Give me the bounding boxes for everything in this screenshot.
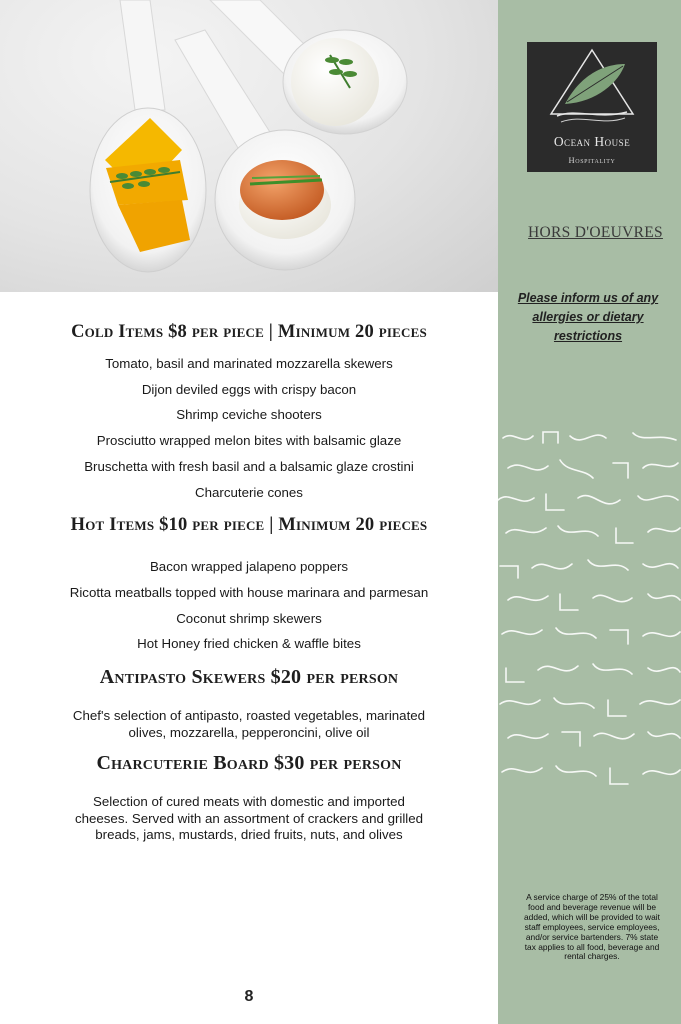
antipasto-heading: Antipasto Skewers $20 per person <box>99 666 399 688</box>
menu-item: Coconut shrimp skewers <box>176 611 322 626</box>
page-number: 8 <box>244 988 254 1005</box>
menu-item: Hot Honey fried chicken & waffle bites <box>137 636 361 651</box>
wave-pattern <box>498 428 681 808</box>
company-logo <box>527 42 657 172</box>
menu-item: Tomato, basil and marinated mozzarella skewers <box>105 356 393 371</box>
logo-name: Ocean House <box>553 134 631 149</box>
hot-items-heading: Hot Items $10 per piece | Minimum 20 pieces <box>70 515 428 535</box>
food-photo <box>0 0 498 292</box>
logo-subtitle: Hospitality <box>568 155 616 165</box>
menu-item: Shrimp ceviche shooters <box>176 407 322 422</box>
service-charge-note: A service charge of 25% of the total food and beverage revenue will be added, which will be provided to wait staff employees, service employees, and/or service bartenders. 7% state tax applies to all food, beverage and rental charges. <box>524 892 660 962</box>
menu-item: Prosciutto wrapped melon bites with balsamic glaze <box>96 433 402 448</box>
cold-items-heading: Cold Items $8 per piece | Minimum 20 pieces <box>71 322 427 342</box>
menu-item: Dijon deviled eggs with crispy bacon <box>141 382 357 397</box>
antipasto-description: Chef's selection of antipasto, roasted vegetables, marinated olives, mozzarella, pepperoncini, olive oil <box>72 708 426 740</box>
menu-item: Bacon wrapped jalapeno poppers <box>149 559 349 574</box>
sidebar <box>498 0 681 1024</box>
menu-item: Ricotta meatballs topped with house marinara and parmesan <box>69 585 429 600</box>
charcuterie-description: Selection of cured meats with domestic and imported cheeses. Served with an assortment of crackers and grilled breads, jams, mustards, dried fruits, nuts, and olives <box>74 794 424 842</box>
allergy-note: Please inform us of any allergies or dietary restrictions <box>517 291 659 343</box>
section-title: HORS D'OEUVRES <box>528 224 663 241</box>
charcuterie-heading: Charcuterie Board $30 per person <box>96 752 402 774</box>
menu-item: Bruschetta with fresh basil and a balsamic glaze crostini <box>84 459 414 474</box>
menu-item: Charcuterie cones <box>195 485 303 500</box>
